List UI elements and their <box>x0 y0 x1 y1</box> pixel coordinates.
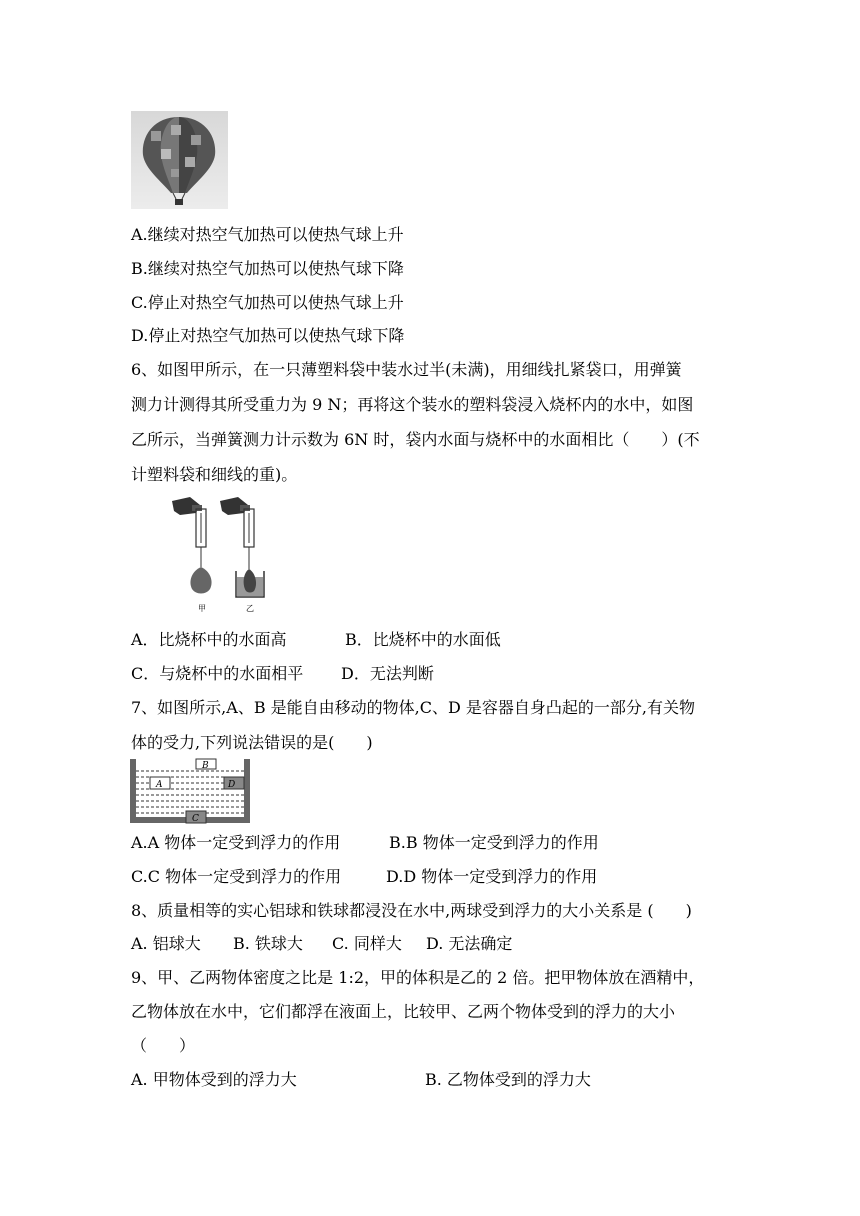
container-figure <box>130 757 250 825</box>
q7-option-a: A.A 物体一定受到浮力的作用 <box>131 833 341 852</box>
q9-stem-line-3: （ ） <box>131 1036 196 1055</box>
q7-option-c: C.C 物体一定受到浮力的作用 <box>131 867 342 886</box>
q8-stem: 8、质量相等的实心铝球和铁球都浸没在水中,两球受到浮力的大小关系是 ( ) <box>131 901 692 920</box>
label-b: B <box>202 761 209 771</box>
q6-stem-line-1: 6、如图甲所示，在一只薄塑料袋中装水过半(未满)，用细线扎紧袋口，用弹簧 <box>131 360 682 379</box>
q7-stem-line-1: 7、如图所示,A、B 是能自由移动的物体,C、D 是容器自身凸起的一部分,有关物 <box>131 698 695 717</box>
q6-stem-line-3: 乙所示，当弹簧测力计示数为 6N 时，袋内水面与烧杯中的水面相比（ ）(不 <box>131 430 700 449</box>
q6-option-c: C．与烧杯中的水面相平 <box>131 664 304 683</box>
q9-option-a: A. 甲物体受到的浮力大 <box>131 1070 297 1089</box>
q6-stem-line-2: 测力计测得其所受重力为 9 N；再将这个装水的塑料袋浸入烧杯内的水中，如图 <box>131 395 694 414</box>
q5-option-a: A.继续对热空气加热可以使热气球上升 <box>131 225 404 244</box>
q7-option-d: D.D 物体一定受到浮力的作用 <box>386 867 598 886</box>
q8-option-d: D. 无法确定 <box>426 934 513 953</box>
label-a: A <box>156 780 163 790</box>
q6-option-d: D．无法判断 <box>341 664 434 683</box>
figure-label-yi: 乙 <box>246 604 254 613</box>
q6-option-a: A．比烧杯中的水面高 <box>131 630 287 649</box>
q7-option-b: B.B 物体一定受到浮力的作用 <box>389 833 599 852</box>
q5-option-d: D.停止对热空气加热可以使热气球下降 <box>131 326 405 345</box>
spring-scale-figure <box>168 495 278 615</box>
q6-stem-line-4: 计塑料袋和细线的重)。 <box>131 465 298 484</box>
q7-stem-line-2: 体的受力,下列说法错误的是( ) <box>131 733 373 752</box>
figure-label-jia: 甲 <box>198 604 206 613</box>
q9-option-b: B. 乙物体受到的浮力大 <box>425 1070 591 1089</box>
label-c: C <box>192 814 199 824</box>
q9-stem-line-2: 乙物体放在水中，它们都浮在液面上，比较甲、乙两个物体受到的浮力的大小 <box>131 1002 676 1021</box>
q8-option-c: C. 同样大 <box>332 934 402 953</box>
label-d: D <box>228 780 236 790</box>
q6-option-b: B．比烧杯中的水面低 <box>345 630 501 649</box>
q8-option-b: B. 铁球大 <box>233 934 303 953</box>
q5-option-b: B.继续对热空气加热可以使热气球下降 <box>131 259 404 278</box>
q5-option-c: C.停止对热空气加热可以使热气球上升 <box>131 293 404 312</box>
hot-air-balloon-image <box>131 111 228 209</box>
q9-stem-line-1: 9、甲、乙两物体密度之比是 1:2，甲的体积是乙的 2 倍。把甲物体放在酒精中， <box>131 968 705 987</box>
q8-option-a: A. 铝球大 <box>131 934 201 953</box>
